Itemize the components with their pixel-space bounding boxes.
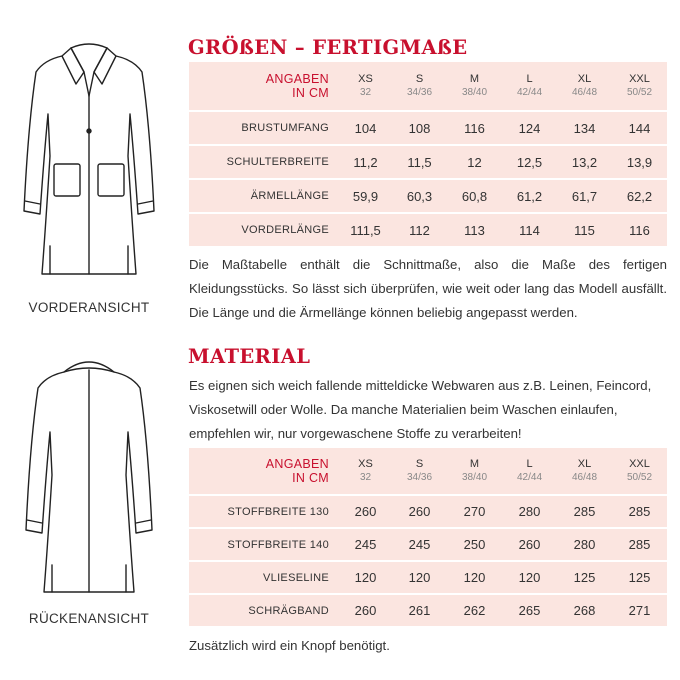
table-cell: 61,2	[502, 178, 557, 212]
size-header-xxl: XXL 50/52	[626, 458, 653, 483]
back-view-illustration	[14, 350, 164, 608]
table-cell: 285	[612, 527, 667, 560]
sizes-heading: GRÖßEN – FERTIGMAßE	[188, 36, 468, 59]
table-cell: 270	[447, 494, 502, 527]
table-row	[189, 593, 667, 626]
table-cell: 134	[557, 110, 612, 144]
table-row	[189, 178, 667, 212]
table-cell: 108	[392, 110, 447, 144]
table-cell: 125	[557, 560, 612, 593]
sizes-header-row	[189, 62, 667, 110]
table-cell: 60,8	[447, 178, 502, 212]
table-cell: 271	[612, 593, 667, 626]
material-header-label-line1: ANGABEN	[265, 457, 329, 471]
size-header-l: L 42/44	[516, 458, 543, 483]
size-header-xs: XS 32	[358, 458, 373, 483]
table-cell: 285	[612, 494, 667, 527]
table-row	[189, 560, 667, 593]
table-cell: 268	[557, 593, 612, 626]
table-cell: 285	[557, 494, 612, 527]
front-view-illustration	[14, 36, 164, 291]
material-heading: MATERIAL	[188, 345, 311, 368]
material-table	[189, 448, 667, 626]
size-header-m: M 38/40	[461, 458, 488, 483]
sizes-header-label	[189, 62, 339, 110]
table-cell: 104	[339, 110, 392, 144]
back-view-label: RÜCKENANSICHT	[28, 611, 150, 626]
row-label: VORDERLÄNGE	[189, 212, 339, 246]
row-label: SCHULTERBREITE	[189, 144, 339, 178]
size-header-xl: XL 46/48	[571, 73, 598, 98]
table-row	[189, 144, 667, 178]
size-header-xxl: XXL 50/52	[626, 73, 653, 98]
table-row	[189, 110, 667, 144]
table-row	[189, 494, 667, 527]
sizes-header-label-line2: IN CM	[292, 86, 329, 100]
material-header-row	[189, 448, 667, 494]
table-cell: 280	[557, 527, 612, 560]
table-cell: 115	[557, 212, 612, 246]
table-cell: 144	[612, 110, 667, 144]
size-header-l: L 42/44	[516, 73, 543, 98]
material-header-label	[189, 448, 339, 494]
table-cell: 280	[502, 494, 557, 527]
table-cell: 245	[392, 527, 447, 560]
size-header-xl: XL 46/48	[571, 458, 598, 483]
sizes-table	[189, 62, 667, 246]
table-row	[189, 527, 667, 560]
size-header-xs: XS 32	[358, 73, 373, 98]
size-header-s: S 34/36	[406, 73, 433, 98]
table-cell: 113	[447, 212, 502, 246]
table-row	[189, 212, 667, 246]
row-label: ÄRMELLÄNGE	[189, 178, 339, 212]
table-cell: 261	[392, 593, 447, 626]
table-cell: 12	[447, 144, 502, 178]
table-cell: 125	[612, 560, 667, 593]
table-cell: 112	[392, 212, 447, 246]
table-cell: 61,7	[557, 178, 612, 212]
table-cell: 260	[339, 593, 392, 626]
table-cell: 262	[447, 593, 502, 626]
row-label: VLIESELINE	[189, 560, 339, 593]
table-cell: 59,9	[339, 178, 392, 212]
row-label: BRUSTUMFANG	[189, 110, 339, 144]
size-header-s: S 34/36	[406, 458, 433, 483]
table-cell: 120	[392, 560, 447, 593]
table-cell: 260	[502, 527, 557, 560]
table-cell: 120	[502, 560, 557, 593]
table-cell: 260	[392, 494, 447, 527]
table-cell: 116	[612, 212, 667, 246]
table-cell: 111,5	[339, 212, 392, 246]
table-cell: 12,5	[502, 144, 557, 178]
material-header-label-line2: IN CM	[292, 471, 329, 485]
table-cell: 11,5	[392, 144, 447, 178]
table-cell: 265	[502, 593, 557, 626]
row-label: STOFFBREITE 130	[189, 494, 339, 527]
table-cell: 13,9	[612, 144, 667, 178]
sizes-header-label-line1: ANGABEN	[265, 72, 329, 86]
table-cell: 62,2	[612, 178, 667, 212]
table-cell: 245	[339, 527, 392, 560]
front-view-label: VORDERANSICHT	[28, 300, 150, 315]
table-cell: 250	[447, 527, 502, 560]
table-cell: 260	[339, 494, 392, 527]
material-intro: Es eignen sich weich fallende mitteldicke Webwaren aus z.B. Leinen, Feincord, Viskosetwill oder Wolle. Da manche Materialien beim Waschen einlaufen, empfehlen wir, nur vorgewaschene Stoffe zu verarbeiten!	[189, 378, 652, 441]
table-cell: 11,2	[339, 144, 392, 178]
table-cell: 120	[447, 560, 502, 593]
row-label: SCHRÄGBAND	[189, 593, 339, 626]
table-cell: 124	[502, 110, 557, 144]
sizes-description: Die Maßtabelle enthält die Schnittmaße, also die Maße des fertigen Kleidungsstücks. So lässt sich überprüfen, wie weit oder lang das Modell ausfällt. Die Länge und die Ärmellänge können beliebig angepasst werden.	[189, 257, 667, 320]
size-header-m: M 38/40	[461, 73, 488, 98]
table-cell: 60,3	[392, 178, 447, 212]
table-cell: 114	[502, 212, 557, 246]
row-label: STOFFBREITE 140	[189, 527, 339, 560]
table-cell: 116	[447, 110, 502, 144]
table-cell: 120	[339, 560, 392, 593]
material-footnote: Zusätzlich wird ein Knopf benötigt.	[189, 638, 390, 653]
table-cell: 13,2	[557, 144, 612, 178]
